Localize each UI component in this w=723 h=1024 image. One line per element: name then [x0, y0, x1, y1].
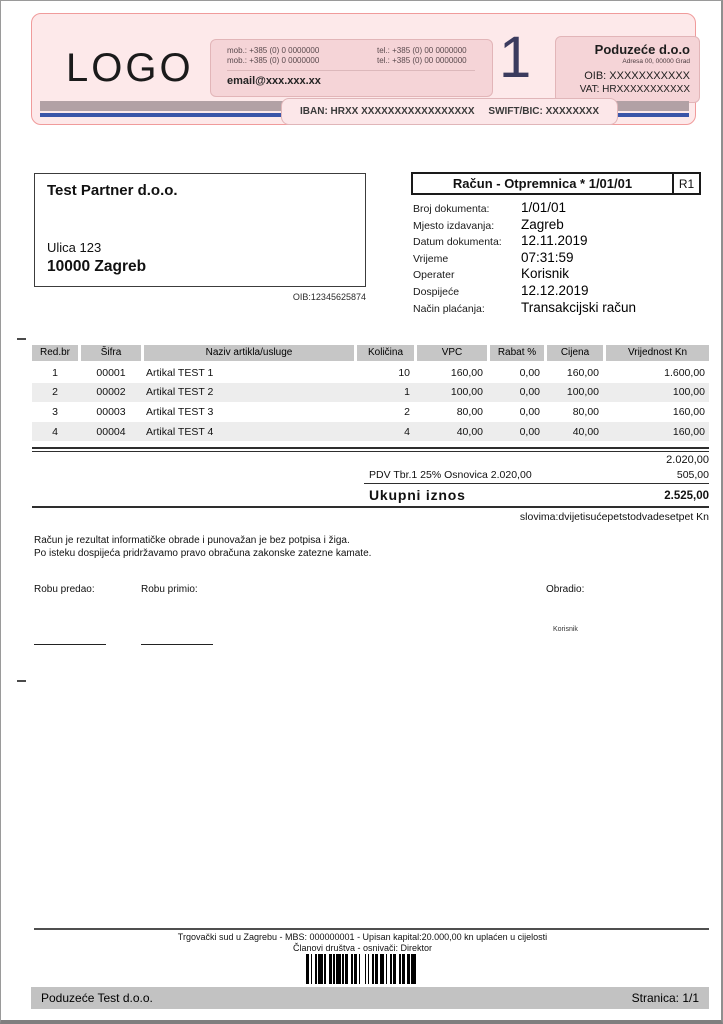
iban-value: IBAN: HRXX XXXXXXXXXXXXXXXXX [300, 106, 475, 117]
document-field [413, 300, 703, 317]
cell: 160,00 [672, 405, 705, 418]
fold-mark [17, 338, 26, 340]
signature-line [141, 644, 213, 645]
footer-company: Poduzeće Test d.o.o. [41, 991, 153, 1005]
document-info [413, 200, 703, 316]
table-row [32, 383, 709, 403]
field-label: Dospijeće [413, 285, 460, 298]
totals-top-rule [32, 447, 709, 452]
cell: 00002 [96, 386, 126, 399]
registry-line: Trgovački sud u Zagrebu - MBS: 000000001 - Upisan kapital:20.000,00 kn uplaćen u cijelosti [177, 932, 548, 942]
barcode [306, 954, 418, 984]
note-line: Po isteku dospijeća pridržavamo pravo obračuna zakonske zatezne kamate. [34, 547, 372, 559]
mobile-number: mob.: +385 (0) 0 0000000 [227, 46, 320, 55]
company-oib: OIB: XXXXXXXXXXX [584, 70, 690, 82]
field-value: Zagreb [521, 216, 564, 232]
registry-line: Članovi društva - osnivači: Direktor [292, 943, 433, 953]
swift-value: SWIFT/BIC: XXXXXXXX [488, 106, 599, 117]
grand-total-value: 2.525,00 [664, 490, 709, 502]
cell: 00004 [96, 425, 126, 438]
field-label: Broj dokumenta: [413, 203, 490, 215]
footer-rule [34, 928, 709, 930]
processed-by-name: Korisnik [553, 626, 578, 633]
iban-pill [281, 98, 618, 125]
cell: 2 [52, 386, 58, 399]
company-box [555, 36, 700, 103]
cell: 160,00 [450, 366, 483, 379]
field-value: Korisnik [521, 266, 570, 282]
cell: 80,00 [572, 405, 599, 418]
field-label: Vrijeme [413, 252, 449, 265]
document-field [413, 233, 703, 250]
document-field [413, 266, 703, 283]
cell: 0,00 [519, 386, 540, 399]
partner-street: Ulica 123 [47, 240, 102, 255]
document-field [413, 200, 703, 217]
cell: 0,00 [519, 405, 540, 418]
cell: 0,00 [519, 366, 540, 379]
vat-value: 505,00 [676, 469, 709, 481]
col-header: Šifra [81, 345, 141, 361]
cell: 00001 [96, 366, 126, 379]
document-title: Račun - Otpremnica * 1/01/01 [452, 176, 633, 191]
cell: 1 [404, 386, 410, 399]
cell: 1.600,00 [664, 366, 705, 379]
table-header-row [32, 345, 709, 361]
field-label: Mjesto izdavanja: [413, 219, 495, 232]
footer-bar [31, 987, 709, 1009]
cell: 00003 [96, 405, 126, 418]
cell: Artikal TEST 2 [146, 386, 214, 399]
partner-city: 10000 Zagreb [47, 258, 147, 275]
company-name: Poduzeće d.o.o [594, 42, 690, 57]
vat-rule [364, 483, 709, 484]
vat-label: PDV Tbr.1 25% Osnovica 2.020,00 [369, 469, 532, 481]
cell: Artikal TEST 3 [146, 405, 214, 418]
header-band [31, 13, 696, 125]
legal-notes [34, 535, 371, 560]
col-header: Količina [357, 345, 414, 361]
partner-oib: OIB:12345625874 [292, 292, 366, 302]
goods-handed-label: Robu predao: [34, 584, 95, 595]
cell: 160,00 [672, 425, 705, 438]
r1-badge: R1 [672, 174, 699, 193]
company-logo: LOGO [66, 46, 194, 90]
field-label: Operater [413, 269, 455, 282]
partner-name: Test Partner d.o.o. [47, 182, 178, 199]
cell: 160,00 [566, 366, 599, 379]
cell: 100,00 [672, 386, 705, 399]
table-body [32, 363, 709, 441]
processed-by-label: Obradio: [546, 584, 585, 595]
cell: 40,00 [456, 425, 483, 438]
note-line: Račun je rezultat informatičke obrade i punovažan je bez potpisa i žiga. [34, 535, 350, 546]
cell: 100,00 [566, 386, 599, 399]
phone-number: tel.: +385 (0) 00 0000000 [377, 56, 467, 65]
cell: 1 [52, 366, 58, 379]
cell: 2 [404, 405, 410, 418]
subtotal-value: 2.020,00 [666, 454, 709, 466]
table-row [32, 363, 709, 383]
grand-total-label: Ukupni iznos [369, 487, 466, 503]
col-header: Cijena [547, 345, 603, 361]
footer-page-indicator: Stranica: 1/1 [631, 991, 699, 1005]
company-vat: VAT: HRXXXXXXXXXXX [579, 84, 690, 95]
field-value: 12.11.2019 [521, 233, 588, 249]
col-header: VPC [417, 345, 487, 361]
cell: 3 [52, 405, 58, 418]
company-address: Adresa 00, 00000 Grad [622, 58, 690, 65]
contact-box [210, 39, 493, 97]
field-value: Transakcijski račun [521, 299, 637, 315]
contact-divider [227, 70, 475, 71]
cell: 4 [52, 425, 58, 438]
phone-number: tel.: +385 (0) 00 0000000 [377, 46, 467, 55]
cell: 40,00 [572, 425, 599, 438]
table-row [32, 422, 709, 442]
cell: 80,00 [456, 405, 483, 418]
cell: Artikal TEST 1 [146, 366, 214, 379]
partner-address-box [34, 173, 366, 287]
cell: 4 [404, 425, 410, 438]
col-header: Red.br [32, 345, 78, 361]
email-address: email@xxx.xxx.xx [227, 75, 321, 87]
field-label: Način plaćanja: [413, 302, 485, 315]
document-field [413, 283, 703, 300]
goods-received-label: Robu primio: [141, 584, 198, 595]
col-header: Rabat % [490, 345, 544, 361]
document-title-box [411, 172, 701, 195]
mobile-number: mob.: +385 (0) 0 0000000 [227, 56, 320, 65]
field-value: 12.12.2019 [521, 282, 589, 298]
items-table [32, 345, 709, 441]
document-field [413, 217, 703, 234]
cell: 100,00 [450, 386, 483, 399]
header-page-number: 1 [499, 25, 532, 90]
fold-mark [17, 680, 26, 682]
totals-bottom-rule [32, 506, 709, 508]
cell: 10 [398, 366, 410, 379]
contact-row [227, 56, 492, 66]
contact-row [227, 46, 492, 56]
col-header: Naziv artikla/usluge [144, 345, 354, 361]
cell: 0,00 [519, 425, 540, 438]
cell: Artikal TEST 4 [146, 425, 214, 438]
signature-line [34, 644, 106, 645]
table-row [32, 402, 709, 422]
document-field [413, 250, 703, 267]
field-value: 1/01/01 [521, 200, 567, 215]
field-label: Datum dokumenta: [413, 236, 502, 249]
field-value: 07:31:59 [521, 249, 574, 265]
amount-in-words: slovima:dvijetisućepetstodvadesetpet Kn [519, 511, 709, 523]
col-header: Vrijednost Kn [606, 345, 709, 361]
